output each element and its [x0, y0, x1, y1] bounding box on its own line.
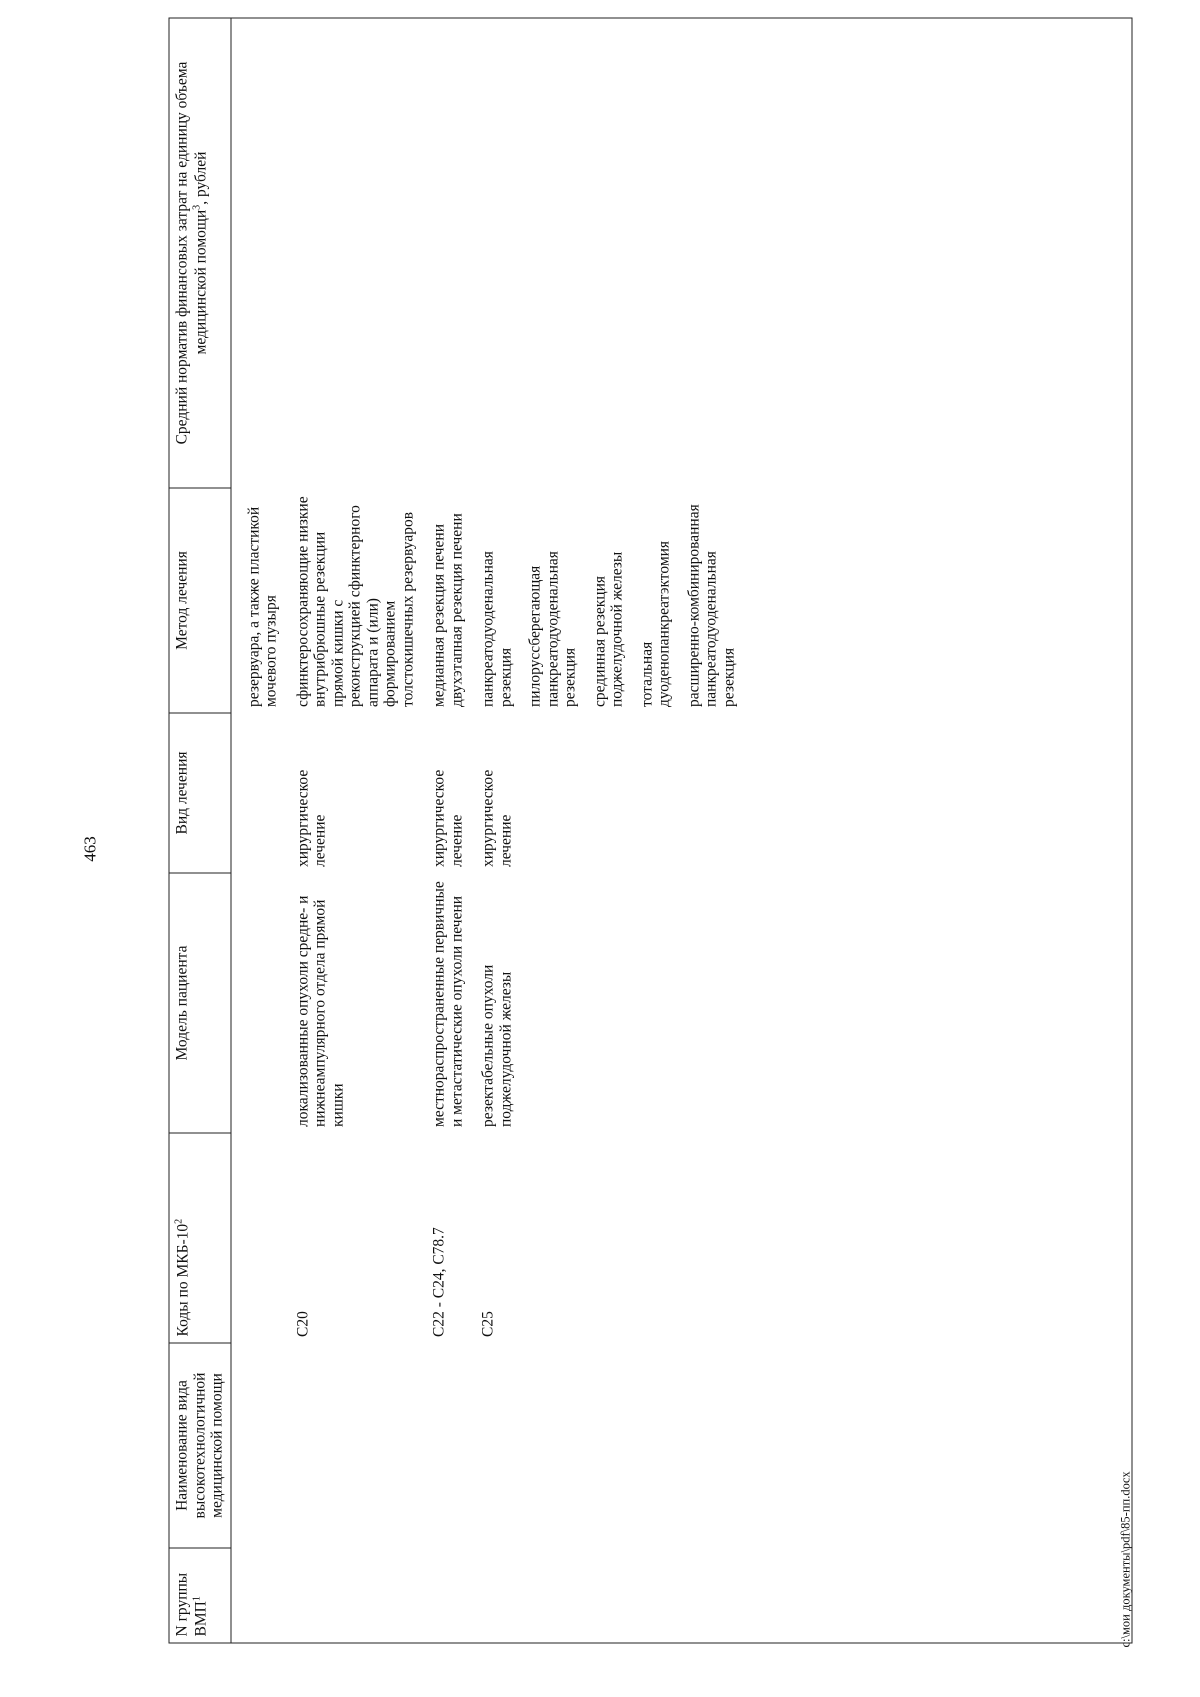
patient-model: локализованные опухоли средне- и нижнеампулярного отдела прямой кишки [293, 895, 346, 1127]
header-type: Вид лечения [169, 713, 231, 873]
header-group-number: N группы ВМП$^1$ [169, 1548, 231, 1643]
patient-model: резектабельные опухоли поджелудочной железы [479, 873, 1132, 1133]
method-item: тотальная дуоденопанкреатэктомия [637, 540, 672, 707]
icd-code: C20 [293, 1310, 311, 1337]
treatment-type: хирургическое лечение [430, 769, 465, 867]
header-method: Метод лечения [169, 488, 231, 713]
method-item: двухэтапная резекция печени [447, 512, 465, 707]
method-item: пилоруссберегающая панкреатодуоденальная резекция [526, 550, 578, 707]
header-row [169, 18, 231, 1643]
icd-code: C22 - C24, C78.7 [430, 1226, 447, 1337]
treatment-type: хирургическое лечение [293, 769, 328, 867]
header-codes: Коды по МКБ-$10^2$ [169, 1133, 231, 1343]
treatment-type: хирургическое лечение [479, 713, 1132, 873]
method-item: панкреатодуоденальная резекция [479, 550, 514, 707]
header-model: Модель пациента [169, 873, 231, 1133]
treatment-table [168, 17, 1132, 1643]
table-row [430, 18, 479, 1643]
table-row [479, 18, 1132, 1643]
spacer-row [230, 18, 245, 1643]
table-row [294, 18, 431, 1643]
table-row [245, 18, 294, 1643]
header-name: Наименование вида высокотехнологичной медицинской помощи [169, 1343, 231, 1548]
page-number: 463 [80, 835, 99, 862]
treatment-methods [479, 488, 1132, 713]
treatment-methods [294, 488, 431, 713]
file-path-footer: c:\мои документы\pdf\85-пп.docx [1118, 1470, 1132, 1647]
icd-code: C25 [479, 1133, 1132, 1343]
treatment-methods [430, 488, 479, 713]
patient-model: местнораспространенные первичные и метастатические опухоли печени [430, 880, 465, 1127]
continuation-method: резервуара, а также пластикой мочевого пузыря [244, 506, 279, 707]
method-item: срединная резекция поджелудочной железы [590, 551, 625, 707]
method-item: сфинктеросохраняющие низкие внутрибрюшные резекции прямой кишки с реконструкцией сфинктерного аппарата и (или) формированием толстокишечных резервуаров [293, 495, 416, 707]
method-item: медианная резекция печени [430, 523, 447, 707]
method-item: расширенно-комбинированная панкреатодуоденальная резекция [684, 503, 737, 707]
header-cost: Средний норматив финансовых затрат на единицу объема медицинской помощи$^3$, рублей [169, 18, 231, 488]
